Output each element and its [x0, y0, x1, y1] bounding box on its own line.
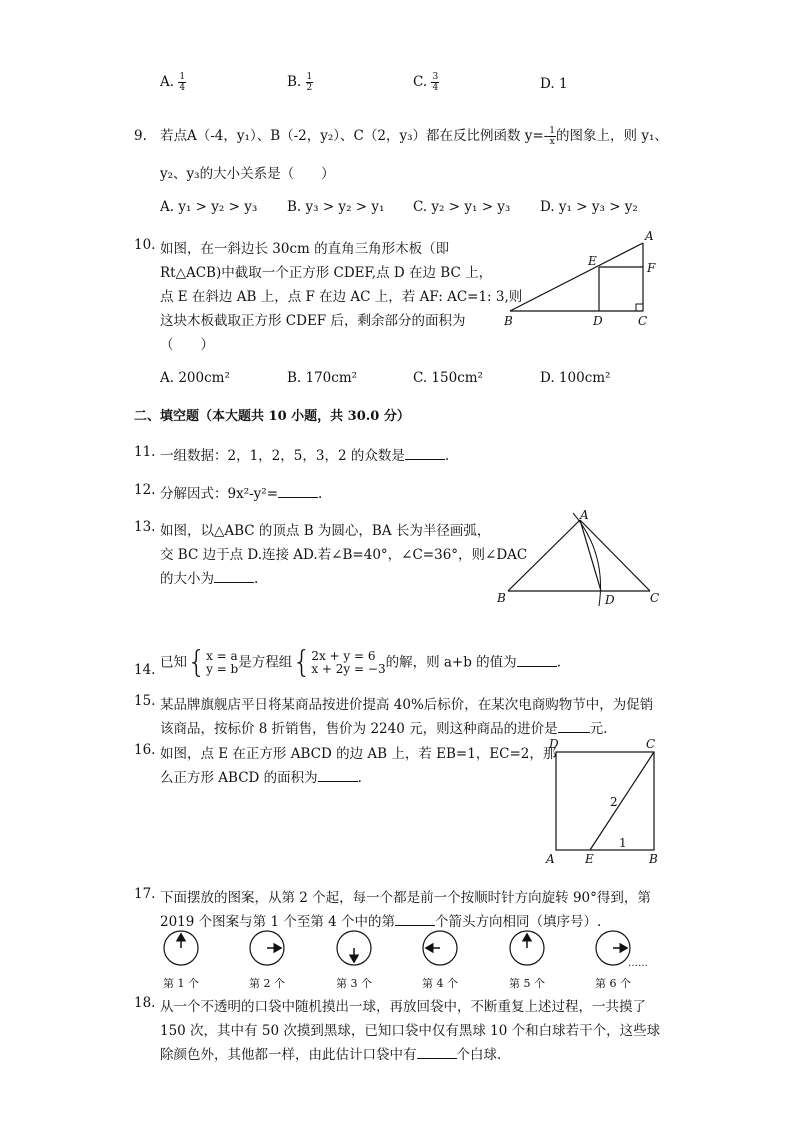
q10-triangle-figure	[500, 225, 670, 330]
q14-mid: 是方程组	[238, 654, 293, 671]
answer-blank[interactable]	[517, 654, 557, 667]
system-2-line2: x + 2y = −3	[311, 662, 386, 676]
numerator: 1	[549, 126, 556, 136]
q13-triangle-figure	[495, 508, 670, 610]
label-b: B	[504, 314, 513, 328]
system-2	[311, 650, 385, 676]
q13-line3	[160, 567, 258, 587]
q18-line3-post: 个白球.	[456, 1047, 502, 1063]
q17-number: 17.	[134, 886, 156, 902]
q10-option-c: C. 150cm²	[413, 370, 483, 386]
option-letter: C.	[413, 74, 428, 90]
system-1-line1: x = a	[206, 649, 238, 663]
q9-line1-pre: 若点	[160, 128, 187, 144]
numerator: 3	[432, 72, 439, 82]
label-b: B	[497, 591, 506, 605]
option-letter: D.	[540, 76, 555, 92]
option-letter: B.	[287, 74, 302, 90]
q12-post: .	[318, 486, 323, 502]
q15-line2-post: 元.	[589, 721, 608, 737]
answer-blank[interactable]	[214, 570, 254, 583]
q16-number: 16.	[134, 742, 156, 758]
fraction	[548, 126, 556, 147]
q13-line3-pre: 的大小为	[160, 571, 214, 587]
q17-line2-post: 个箭头方向相同（填序号）.	[435, 914, 602, 930]
q10-option-b: B. 170cm²	[287, 370, 358, 386]
q9-option-b: B. y₃ > y₂ > y₁	[287, 199, 385, 215]
caption-6: 第 6 个	[595, 977, 631, 990]
side-ba	[508, 520, 580, 591]
q8-option-a	[160, 72, 186, 93]
system-2-line1: 2x + y = 6	[311, 649, 376, 663]
numerator: 1	[306, 72, 313, 82]
q15-number: 15.	[134, 693, 156, 709]
q18-line3	[160, 1043, 501, 1063]
option-value: 1	[558, 76, 568, 92]
q10-line1: 如图，在一斜边长 30cm 的直角三角形木板（即	[160, 241, 450, 257]
label-c: C	[638, 314, 648, 328]
label-d: D	[593, 314, 603, 328]
q14-number: 14.	[134, 662, 156, 678]
q17-clock-patterns	[150, 928, 660, 976]
q10-option-d: D. 100cm²	[540, 370, 611, 386]
clock-pattern-1	[164, 931, 198, 965]
fraction	[306, 72, 314, 93]
numerator: 1	[179, 72, 186, 82]
answer-blank[interactable]	[558, 720, 590, 733]
right-angle-mark	[636, 304, 643, 311]
label-a: A	[546, 852, 555, 866]
label-a: A	[645, 229, 654, 243]
q13-number: 13.	[134, 519, 156, 535]
q13-post: .	[254, 571, 259, 587]
q15-line1: 某品牌旗舰店平日将某商品按进价提高 40%后标价，在某次电商购物节中，为促销	[160, 697, 654, 713]
clock-pattern-6	[596, 931, 630, 965]
q14-post1: 的解，则 a+b 的值为	[385, 654, 517, 671]
denominator: x	[549, 137, 555, 147]
caption-5: 第 5 个	[509, 977, 545, 990]
q14-post2: .	[556, 654, 561, 671]
q16-line2-post: .	[357, 770, 362, 786]
q12-number: 12.	[134, 482, 156, 498]
q14-pre: 已知	[160, 654, 187, 671]
caption-1: 第 1 个	[163, 977, 199, 990]
q9-option-a: A. y₁ > y₂ > y₃	[160, 199, 258, 215]
q18-line2: 150 次，其中有 50 次摸到黑球，已知口袋中仅有黑球 10 个和白球若干个，这些球	[160, 1023, 661, 1039]
q8-option-b	[287, 72, 313, 93]
caption-3: 第 3 个	[336, 977, 372, 990]
q11-text	[160, 444, 449, 464]
label-d: D	[549, 737, 559, 751]
denominator: 4	[179, 83, 186, 93]
label-e: E	[588, 254, 597, 268]
fraction	[431, 72, 439, 93]
q11-pre: 一组数据：2，1，2，5，3，2 的众数是	[160, 448, 405, 464]
q17-line1: 下面摆放的图案，从第 2 个起，每一个都是前一个按顺时针方向旋转 90°得到，第	[160, 890, 651, 906]
q13-line2: 交 BC 边于点 D.连接 AD.若∠B=40°，∠C=36°，则∠DAC	[160, 547, 528, 563]
q10-number: 10.	[134, 237, 156, 253]
q14-text	[160, 645, 561, 680]
label-f: F	[647, 261, 656, 275]
label-c: C	[650, 591, 660, 605]
label-e: E	[585, 852, 594, 866]
hypotenuse-ab	[510, 243, 643, 311]
label-d: D	[605, 593, 615, 607]
q9-number: 9.	[134, 128, 147, 144]
q12-text	[160, 482, 322, 502]
q16-line2	[160, 766, 362, 786]
q16-line2-pre: 么正方形 ABCD 的面积为	[160, 770, 318, 786]
q10-option-a: A. 200cm²	[160, 370, 230, 386]
caption-2: 第 2 个	[249, 977, 285, 990]
q9-option-d: D. y₁ > y₃ > y₂	[540, 199, 638, 215]
q10-line4: 这块木板截取正方形 CDEF 后，剩余部分的面积为	[160, 313, 466, 329]
q9-option-c: C. y₂ > y₁ > y₃	[413, 199, 511, 215]
square-abcd	[556, 752, 654, 850]
q11-post: .	[444, 448, 450, 464]
label-a: A	[580, 508, 589, 522]
q18-line3-pre: 除颜色外，其他都一样，由此估计口袋中有	[160, 1047, 417, 1063]
q11-number: 11.	[134, 444, 156, 460]
q12-pre: 分解因式：9x²-y²=	[160, 486, 279, 502]
q8-option-c	[413, 72, 439, 93]
q10-line5: （ ）	[160, 337, 214, 353]
clock-pattern-4	[423, 931, 457, 965]
answer-blank[interactable]	[278, 485, 318, 498]
answer-blank[interactable]	[417, 1046, 457, 1059]
q17-line2-pre: 2019 个图案与第 1 个至第 4 个中的第	[160, 914, 395, 930]
denominator: 4	[432, 83, 439, 93]
label-ec-length: 2	[610, 795, 618, 809]
brace-icon: {	[187, 645, 207, 680]
answer-blank[interactable]	[318, 769, 358, 782]
system-1-line2: y = b	[206, 662, 239, 676]
brace-icon: {	[292, 645, 312, 680]
q9-line1-post: 的图象上，则 y₁、	[556, 128, 668, 144]
q9-line1-mid: A（-4，y₁）、B（-2，y₂）、C（2，y₃）都在反比例函数 y=-	[187, 128, 549, 144]
q16-square-figure	[540, 733, 665, 868]
label-c: C	[646, 737, 656, 751]
q8-option-d	[540, 76, 568, 92]
denominator: 2	[306, 83, 313, 93]
label-b: B	[649, 852, 658, 866]
answer-blank[interactable]	[405, 447, 445, 460]
q15-line2-pre: 该商品，按标价 8 折销售，售价为 2240 元，则这种商品的进价是	[160, 721, 558, 737]
clock-pattern-5	[510, 931, 544, 965]
system-1	[206, 650, 238, 676]
clock-pattern-2	[250, 931, 284, 965]
q10-line3: 点 E 在斜边 AB 上，点 F 在边 AC 上，若 AF: AC=1: 3,则	[160, 289, 523, 305]
caption-4: 第 4 个	[422, 977, 458, 990]
label-eb-length: 1	[619, 836, 627, 850]
ellipsis: ……	[628, 958, 648, 969]
option-letter: A.	[160, 74, 175, 90]
q13-line1: 如图，以△ABC 的顶点 B 为圆心，BA 长为半径画弧，	[160, 523, 491, 539]
fraction	[178, 72, 186, 93]
q18-number: 18.	[134, 995, 156, 1011]
q9-line2: y₂、y₃的大小关系是（ ）	[160, 166, 335, 182]
clock-pattern-3	[337, 931, 371, 965]
section-title: 二、填空题（本大题共 10 小题，共 30.0 分）	[134, 409, 410, 424]
answer-blank[interactable]	[395, 913, 435, 926]
q9-line1	[160, 124, 668, 147]
q18-line1: 从一个不透明的口袋中随机摸出一球，再放回袋中，不断重复上述过程，一共摸了	[160, 999, 646, 1015]
q17-line2	[160, 910, 601, 930]
q10-line2: Rt△ACB)中截取一个正方形 CDEF,点 D 在边 BC 上，	[160, 265, 493, 281]
q16-line1: 如图，点 E 在正方形 ABCD 的边 AB 上，若 EB=1，EC=2，那	[160, 746, 557, 762]
